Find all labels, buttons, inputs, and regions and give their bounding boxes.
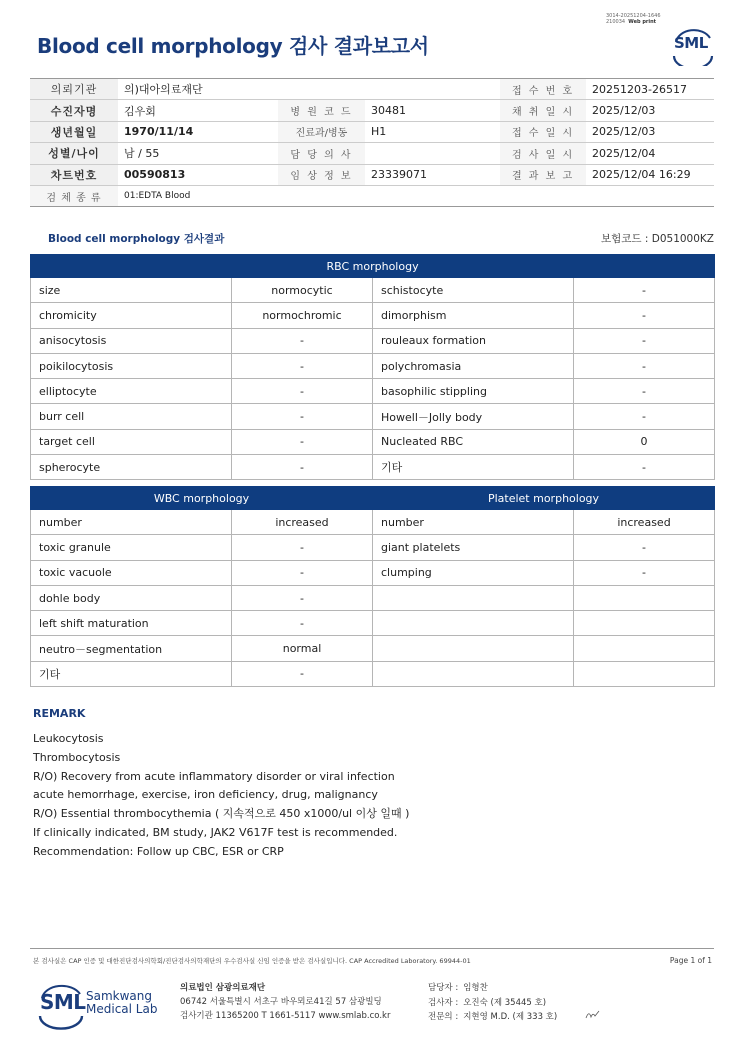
- wbc-platelet-item-cell: [373, 636, 574, 661]
- value-collection-date: 2025/12/03: [586, 100, 714, 121]
- rbc-value-cell: -: [574, 353, 715, 378]
- rbc-value-cell: -: [232, 353, 373, 378]
- platelet-header: Platelet morphology: [373, 487, 715, 510]
- rbc-item-cell: rouleaux formation: [373, 328, 574, 353]
- value-receipt-date: 2025/12/03: [586, 121, 714, 142]
- rbc-value-cell: -: [232, 455, 373, 480]
- staff-entry: [428, 996, 557, 1011]
- rbc-row: [31, 379, 715, 404]
- print-id: [606, 13, 661, 25]
- rbc-row: [31, 429, 715, 454]
- wbc-platelet-value-cell: -: [574, 535, 715, 560]
- label-chart-no: 차트번호: [30, 164, 118, 185]
- rbc-row: [31, 328, 715, 353]
- label-collection-date: 채 취 일 시: [500, 100, 586, 121]
- remark-line: Recommendation: Follow up CBC, ESR or CRP: [33, 844, 284, 858]
- wbc-platelet-header-row: [31, 487, 715, 510]
- value-clinical-info: 23339071: [365, 164, 500, 185]
- logo-text: SML: [40, 990, 86, 1014]
- remark-line: acute hemorrhage, exercise, iron deficiency, drug, malignancy: [33, 788, 378, 802]
- wbc-platelet-value-cell: -: [232, 535, 373, 560]
- label-hospital-code: 병 원 코 드: [278, 100, 365, 121]
- rbc-item-cell: poikilocytosis: [31, 353, 232, 378]
- wbc-platelet-value-cell: increased: [574, 510, 715, 535]
- wbc-platelet-item-cell: number: [31, 510, 232, 535]
- value-hospital-code: 30481: [365, 100, 500, 121]
- remark-line: Thrombocytosis: [33, 750, 121, 764]
- rbc-item-cell: elliptocyte: [31, 379, 232, 404]
- lab-name-line1: Samkwang: [86, 989, 152, 1003]
- rbc-item-cell: dimorphism: [373, 303, 574, 328]
- wbc-platelet-row: [31, 585, 715, 610]
- rbc-value-cell: -: [574, 303, 715, 328]
- wbc-platelet-value-cell: [574, 636, 715, 661]
- value-receipt-no: 20251203-26517: [586, 79, 714, 100]
- wbc-platelet-value-cell: -: [574, 560, 715, 585]
- staff-name: 오진숙 (제 35445 호): [463, 997, 547, 1008]
- value-sex-age: 남 / 55: [118, 143, 278, 164]
- wbc-platelet-item-cell: neutro－segmentation: [31, 636, 232, 661]
- label-requesting-org: 의뢰기관: [30, 79, 118, 100]
- rbc-item-cell: burr cell: [31, 404, 232, 429]
- wbc-platelet-row: [31, 560, 715, 585]
- label-physician: 담 당 의 사: [278, 143, 365, 164]
- label-department: 진료과/병동: [278, 121, 365, 142]
- rbc-value-cell: -: [232, 379, 373, 404]
- rbc-item-cell: chromicity: [31, 303, 232, 328]
- info-row: [30, 79, 714, 100]
- rbc-header-row: [31, 255, 715, 278]
- wbc-platelet-item-cell: toxic vacuole: [31, 560, 232, 585]
- rbc-value-cell: -: [574, 328, 715, 353]
- label-receipt-no: 접 수 번 호: [500, 79, 586, 100]
- rbc-row: [31, 353, 715, 378]
- value-birth-date: 1970/11/14: [118, 121, 278, 142]
- label-receipt-date: 접 수 일 시: [500, 121, 586, 142]
- label-sex-age: 성별/나이: [30, 143, 118, 164]
- label-specimen: 검 체 종 류: [30, 185, 118, 206]
- staff-name: 임형찬: [463, 983, 488, 993]
- rbc-value-cell: -: [574, 404, 715, 429]
- org-address: 06742 서울특별시 서초구 바우뫼로41길 57 삼광빌딩: [180, 997, 382, 1007]
- rbc-value-cell: -: [574, 455, 715, 480]
- rbc-item-cell: schistocyte: [373, 278, 574, 303]
- value-specimen: 01:EDTA Blood: [118, 185, 714, 206]
- staff-list: [428, 981, 557, 1025]
- org-name: 의료법인 삼광의료재단: [180, 983, 266, 993]
- insurance-code: 보험코드 : D051000KZ: [600, 233, 714, 245]
- info-row: [30, 100, 714, 121]
- label-birth-date: 생년월일: [30, 121, 118, 142]
- info-row: [30, 185, 714, 206]
- page-number: Page 1 of 1: [669, 956, 712, 965]
- rbc-value-cell: -: [574, 379, 715, 404]
- wbc-platelet-item-cell: number: [373, 510, 574, 535]
- wbc-platelet-value-cell: [574, 585, 715, 610]
- wbc-platelet-item-cell: [373, 661, 574, 686]
- info-row: [30, 164, 714, 185]
- label-report-date: 결 과 보 고: [500, 164, 586, 185]
- label-test-date: 검 사 일 시: [500, 143, 586, 164]
- value-physician: [365, 143, 500, 164]
- staff-role: 담당자 :: [428, 983, 459, 993]
- web-print-label: Web print: [628, 19, 657, 25]
- remark-heading: REMARK: [33, 707, 86, 720]
- wbc-header: WBC morphology: [31, 487, 373, 510]
- wbc-platelet-value-cell: -: [232, 611, 373, 636]
- staff-entry: [428, 981, 557, 996]
- info-row: [30, 143, 714, 164]
- print-id-line1: 3014-20251204-1646: [606, 13, 661, 19]
- wbc-platelet-row: [31, 636, 715, 661]
- rbc-value-cell: 0: [574, 429, 715, 454]
- rbc-value-cell: -: [232, 429, 373, 454]
- staff-entry: [428, 1010, 557, 1025]
- rbc-value-cell: normocytic: [232, 278, 373, 303]
- wbc-platelet-item-cell: 기타: [31, 661, 232, 686]
- wbc-platelet-row: [31, 611, 715, 636]
- staff-role: 검사자 :: [428, 997, 459, 1008]
- staff-role: 전문의 :: [428, 1012, 459, 1022]
- rbc-item-cell: basophilic stippling: [373, 379, 574, 404]
- footer-certification-note: 본 검사실은 CAP 인증 및 대한진단검사의학회/진단검사의학재단의 우수검사실 신임 인증을 받은 검사실입니다. CAP Accredited Laboratory. 69944-01: [33, 957, 471, 965]
- lab-name: [86, 990, 157, 1016]
- rbc-value-cell: -: [574, 278, 715, 303]
- wbc-platelet-item-cell: giant platelets: [373, 535, 574, 560]
- wbc-platelet-item-cell: clumping: [373, 560, 574, 585]
- staff-name: 지현영 M.D. (제 333 호): [463, 1012, 558, 1022]
- lab-name-line2: Medical Lab: [86, 1002, 158, 1016]
- wbc-platelet-value-cell: -: [232, 560, 373, 585]
- rbc-item-cell: spherocyte: [31, 455, 232, 480]
- rbc-item-cell: anisocytosis: [31, 328, 232, 353]
- rbc-row: [31, 455, 715, 480]
- value-chart-no: 00590813: [118, 164, 278, 185]
- wbc-platelet-row: [31, 535, 715, 560]
- org-info: [180, 981, 390, 1023]
- rbc-header: RBC morphology: [31, 255, 715, 278]
- wbc-platelet-value-cell: increased: [232, 510, 373, 535]
- wbc-platelet-value-cell: -: [232, 585, 373, 610]
- rbc-morphology-table: [30, 254, 715, 480]
- section-title: Blood cell morphology 검사결과: [48, 233, 225, 245]
- wbc-platelet-item-cell: toxic granule: [31, 535, 232, 560]
- value-patient-name: 김우회: [118, 100, 278, 121]
- samkwang-logo: [36, 980, 176, 1030]
- label-clinical-info: 임 상 정 보: [278, 164, 365, 185]
- remark-line: Leukocytosis: [33, 732, 104, 745]
- wbc-platelet-value-cell: normal: [232, 636, 373, 661]
- signature-icon: [584, 1008, 602, 1022]
- remark-line: If clinically indicated, BM study, JAK2 V617F test is recommended.: [33, 825, 398, 839]
- rbc-row: [31, 278, 715, 303]
- rbc-item-cell: Howell－Jolly body: [373, 404, 574, 429]
- value-requesting-org: 의)대아의료재단: [118, 79, 500, 100]
- rbc-row: [31, 404, 715, 429]
- wbc-platelet-item-cell: left shift maturation: [31, 611, 232, 636]
- wbc-platelet-table: [30, 486, 715, 687]
- label-patient-name: 수진자명: [30, 100, 118, 121]
- remark-line: R/O) Essential thrombocythemia ( 지속적으로 450 x1000/ul 이상 일때 ): [33, 807, 410, 821]
- wbc-platelet-row: [31, 510, 715, 535]
- wbc-platelet-value-cell: -: [232, 661, 373, 686]
- rbc-row: [31, 303, 715, 328]
- logo-text: SML: [674, 34, 708, 52]
- print-id-line2: 210034 Web print: [606, 19, 657, 25]
- rbc-item-cell: size: [31, 278, 232, 303]
- rbc-item-cell: 기타: [373, 455, 574, 480]
- patient-info-table: [30, 78, 714, 207]
- rbc-item-cell: target cell: [31, 429, 232, 454]
- rbc-value-cell: -: [232, 328, 373, 353]
- org-contact: 검사기관 11365200 T 1661-5117 www.smlab.co.kr: [180, 1011, 391, 1021]
- wbc-platelet-item-cell: [373, 585, 574, 610]
- value-test-date: 2025/12/04: [586, 143, 714, 164]
- rbc-value-cell: normochromic: [232, 303, 373, 328]
- info-row: [30, 121, 714, 142]
- wbc-platelet-item-cell: dohle body: [31, 585, 232, 610]
- wbc-platelet-row: [31, 661, 715, 686]
- rbc-item-cell: polychromasia: [373, 353, 574, 378]
- sml-logo: [670, 26, 716, 66]
- remark-line: R/O) Recovery from acute inflammatory disorder or viral infection: [33, 769, 395, 783]
- value-report-date: 2025/12/04 16:29: [586, 164, 714, 185]
- footer-divider: [30, 948, 714, 949]
- remark-body: [33, 730, 409, 862]
- page-title: Blood cell morphology 검사 결과보고서: [37, 34, 429, 58]
- rbc-value-cell: -: [232, 404, 373, 429]
- rbc-item-cell: Nucleated RBC: [373, 429, 574, 454]
- wbc-platelet-value-cell: [574, 611, 715, 636]
- wbc-platelet-item-cell: [373, 611, 574, 636]
- wbc-platelet-value-cell: [574, 661, 715, 686]
- value-department: H1: [365, 121, 500, 142]
